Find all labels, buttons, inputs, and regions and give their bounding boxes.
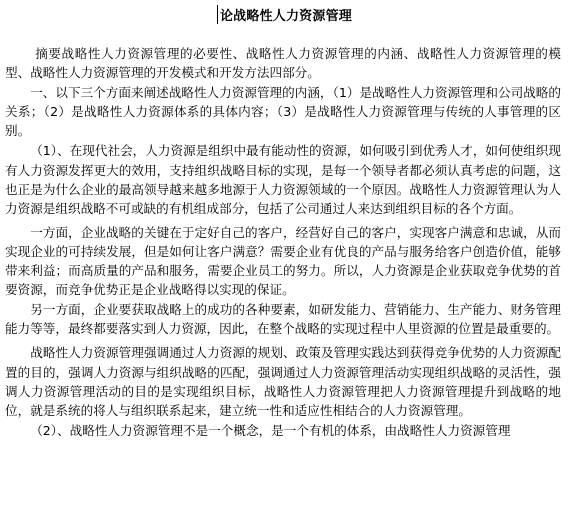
document-title[interactable]: 论战略性人力资源管理 xyxy=(217,5,352,24)
paragraph-abstract[interactable]: 摘要战略性人力资源管理的必要性、战略性人力资源管理的内涵、战略性人力资源管理的模型、战略性人力资源管理的开发模式和开发方法四部分。 xyxy=(5,46,561,81)
paragraph-strategic-hrm[interactable]: 战略性人力资源管理强调通过人力资源的规划、政策及管理实践达到获得竞争优势的人力资源配置的目的，强调人力资源与组织战略的匹配，强调通过人力资源管理活动实现组织战略的灵活性，强调人力资源管理活动的目的是实现组织目标，战略性人力资源管理把人力资源管理提升到战略的地位，就是系统的将人与组织联系起来，建立统一性和适应性相结合的人力资源管理。 xyxy=(5,345,561,418)
paragraph-other-aspect[interactable]: 另一方面，企业要获取战略上的成功的各种要素，如研发能力、营销能力、生产能力、财务管理能力等等，最终都要落实到人力资源，因此，在整个战略的实现过程中人里资源的位置是最重要的。 xyxy=(5,302,561,337)
paragraph-point-one[interactable]: （1）、在现代社会，人力资源是组织中最有能动性的资源，如何吸引到优秀人才，如何使组织现有人力资源发挥更大的效用，支持组织战略目标的实现，是每一个领导者都必须认真考虑的问题，这也正是为什么企业的最高领导越来越多地源于人力资源领域的一个原因。战略性人力资源管理认为人力资源是组织战略不可或缺的有机组成部分，包括了公司通过人来达到组织目标的各个方面。 xyxy=(5,143,561,216)
document-body[interactable] xyxy=(5,44,561,440)
title-container xyxy=(0,5,569,24)
paragraph-point-two[interactable]: （2）、战略性人力资源管理不是一个概念，是一个有机的体系，由战略性人力资源管理 xyxy=(30,422,511,438)
paragraph-one-aspect[interactable]: 一方面，企业战略的关键在于定好自己的客户，经营好自己的客户，实现客户满意和忠诚，从而实现企业的可持续发展，但是如何让客户满意？需要企业有优良的产品与服务给客户创造价值，能够带来利益；而高质量的产品和服务，需要企业员工的努力。所以，人力资源是企业获取竞争优势的首要资源，而竞争优势正是企业战略得以实现的保证。 xyxy=(5,224,561,298)
paragraph-section-one-intro[interactable]: 一、以下三个方面来阐述战略性人力资源管理的内涵，（1）是战略性人力资源管理和公司战略的关系；（2）是战略性人力资源体系的具体内容；（3）是战略性人力资源管理与传统的人事管理的区别。 xyxy=(5,85,561,139)
